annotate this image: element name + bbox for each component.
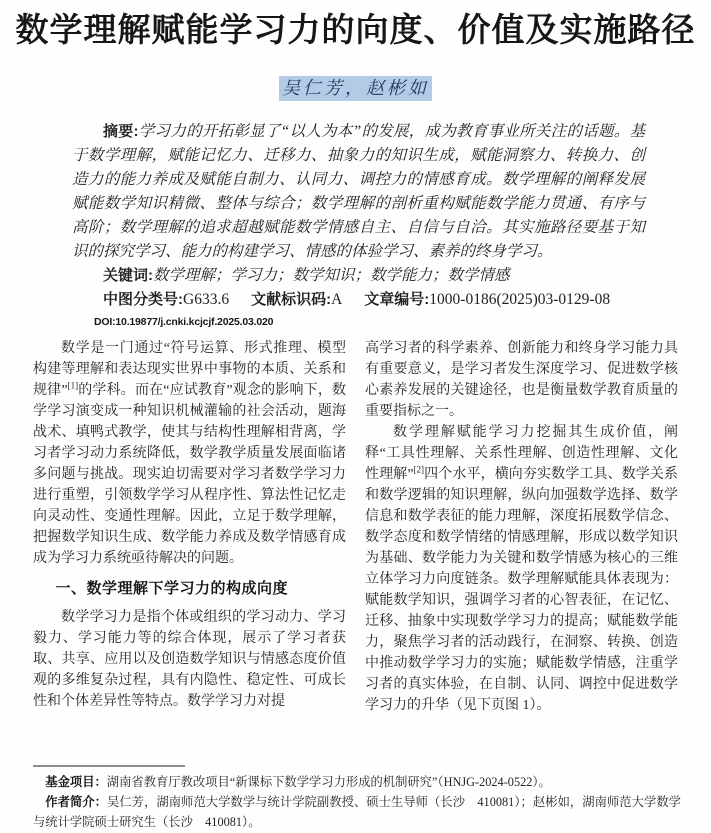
article-no-label: 文章编号: <box>364 291 430 308</box>
classification-line <box>72 288 645 312</box>
doc-code-value: A <box>331 291 343 308</box>
body-columns <box>33 338 678 762</box>
paragraph-intro <box>33 338 346 569</box>
article-no-group <box>364 291 610 308</box>
keywords-text: 数学理解；学习力；数学知识；数学能力；数学情感 <box>153 267 510 284</box>
ref-marker-1: [1] <box>67 380 79 391</box>
footnote-divider <box>33 765 185 767</box>
footnote-block <box>33 772 681 832</box>
intro-text-a: 数学是一门通过“符号运算、形式推理、模型构建等理解和表达现实世界中事物的本质、关系和规律” <box>33 341 346 398</box>
paragraph-learning-power: 数学学习力是指个体或组织的学习动力、学习毅力、学习能力等的综合体现，展示了学习者获取、共享、应用以及创造数学知识与情感态度价值观的多维复杂过程，具有内隐性、稳定性、可成长性和个体差异性等特点。数学学习力对提 <box>33 610 346 709</box>
right-column <box>365 338 678 762</box>
abstract-label: 摘要: <box>103 123 139 140</box>
article-no-value: 1000-0186(2025)03-0129-08 <box>429 291 611 308</box>
doc-code-label: 文献标识码: <box>251 291 332 308</box>
paragraph-learning-power-cont: 高学习者的科学素养、创新能力和终身学习能力具有重要意义，是学习者发生深度学习、促进数学核心素养发展的关键途径，也是衡量数学教育质量的重要指标之一。 <box>365 341 678 419</box>
doc-code-group <box>251 291 342 308</box>
section-heading-1: 一、数学理解下学习力的构成向度 <box>55 580 289 597</box>
bio-label: 作者简介： <box>45 795 108 809</box>
fund-text: 湖南省教育厅教改项目“新课标下数学学习力形成的机制研究”（HNJG-2024-0522）。 <box>106 775 551 789</box>
clc-value: G633.6 <box>183 291 230 308</box>
authors-selected-text: 吴仁芳，赵彬如 <box>279 76 432 101</box>
keywords-label: 关键词: <box>103 267 153 284</box>
paper-title: 数学理解赋能学习力的向度、价值及实施路径 <box>15 11 696 48</box>
ref-marker-2: [2] <box>413 464 425 475</box>
front-matter <box>72 120 645 329</box>
clc-group <box>103 291 229 308</box>
empower-text-b: 四个水平，横向夯实数学工具、数学关系和数学逻辑的知识理解，纵向加强数学选择、数学信息和数学表征的能力理解，深度拓展数学信念、数学态度和数学情绪的情感理解，形成以数学知识为基础、数学能力为关键和数学情感为核心的三维立体学习力向度链条。数学理解赋能具体表现为：赋能数学知识，强调学习者的心智表征，在记忆、迁移、抽象中实现数学学习力的提高；赋能数学能力，聚焦学习者的活动践行，在洞察、转换、创造中推动数学学习力的实施；赋能数学情感，注重学习者的真实体验，在自制、认同、调控中促进数学学习力的升华（见下页图 1）。 <box>365 467 678 713</box>
abstract-paragraph <box>72 120 645 264</box>
keywords-line <box>72 264 645 288</box>
empower-text-a: 数学理解赋能学习力挖掘其生成价值，阐释“工具性理解、关系性理解、创造性理解、文化性理解” <box>365 425 678 482</box>
fund-project-note <box>33 772 681 792</box>
fund-label: 基金项目： <box>45 775 107 789</box>
bio-text: 吴仁芳，湖南师范大学数学与统计学院副教授、硕士生导师（长沙 410081）；赵彬如，湖南师范大学数学与统计学院硕士研究生（长沙 410081）。 <box>33 795 681 829</box>
intro-text-b: 的学科。而在“应试教育”观念的影响下，数学学习演变成一种知识机械灌输的社会活动，题海战术、填鸭式教学，使其与结构性理解相背离，学习者学习动力系统降低，数学教学质量发展面临诸多问题与挑战。现实迫切需要对学习者数学学习力进行重塑，引领数学学习从程序性、算法性记忆走向灵动性、变通性理解。因此，立足于数学理解，把握数学知识生成、数学能力养成及数学情感育成成为学习力系统亟待解决的问题。 <box>33 383 346 566</box>
left-column <box>33 338 346 762</box>
abstract-text: 学习力的开拓彰显了“以人为本”的发展，成为教育事业所关注的话题。基于数学理解，赋能记忆力、迁移力、抽象力的知识生成，赋能洞察力、转换力、创造力的能力养成及赋能自制力、认同力、调控力的情感育成。数学理解的阐释发展赋能数学知识精微、整体与综合；数学理解的剖析重构赋能数学能力贯通、有序与高阶；数学理解的追求超越赋能数学情感自主、自信与自洽。其实施路径要基于知识的探究学习、能力的构建学习、情感的体验学习、素养的终身学习。 <box>72 123 645 260</box>
clc-label: 中图分类号: <box>103 291 183 308</box>
paragraph-empower <box>365 422 678 716</box>
doi-text: DOI:10.19877/j.cnki.kcjcjf.2025.03.020 <box>94 316 274 328</box>
author-bio-note <box>33 792 681 832</box>
authors-line <box>0 76 711 101</box>
